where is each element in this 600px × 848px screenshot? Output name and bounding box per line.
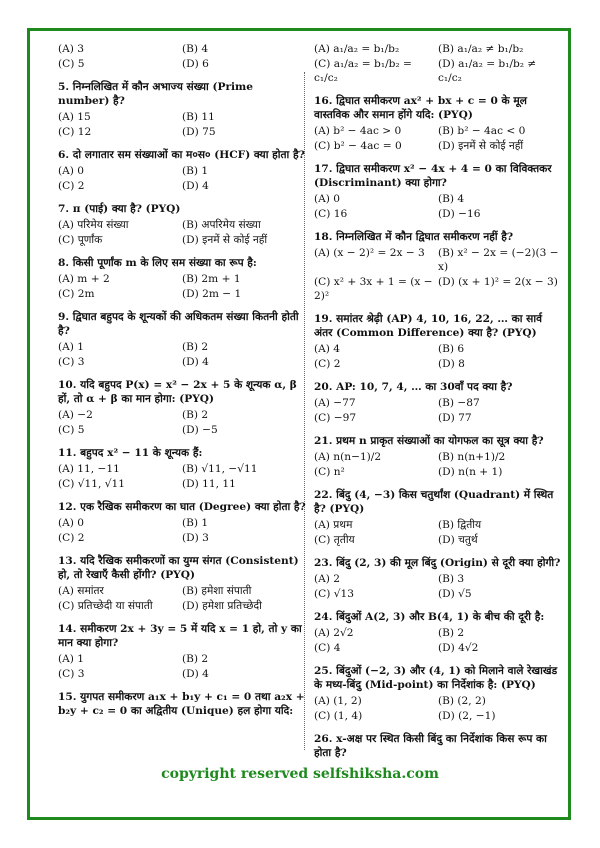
question-text: 7. π (पाई) क्या है? (PYQ) [58, 203, 181, 215]
options-grid [314, 572, 564, 601]
question-text: 14. समीकरण 2x + 3y = 5 में यदि x = 1 हो, तो y का मान क्या होगा? [58, 623, 302, 649]
option: (A) 0 [58, 165, 85, 177]
options-grid [314, 342, 564, 371]
option: (A) 2 [314, 573, 341, 585]
option: (A) n(n−1)/2 [314, 451, 382, 463]
option: (B) (2, 2) [438, 695, 486, 707]
question-block [314, 42, 564, 85]
option: (D) 4 [182, 180, 209, 192]
options-grid [58, 652, 308, 681]
option: (D) 11, 11 [182, 478, 236, 490]
option: (A) 0 [58, 517, 85, 529]
option: (C) 2 [58, 532, 85, 544]
question-text: 25. बिंदुओं (−2, 3) और (4, 1) को मिलाने वाले रेखाखंड के मध्य-बिंदु (Mid-point) का निर्देशांक है: (PYQ) [314, 665, 558, 691]
option: (A) परिमेय संख्या [58, 219, 129, 231]
options-grid [314, 694, 564, 723]
question-text: 18. निम्नलिखित में कौन द्विघात समीकरण नहीं है? [314, 231, 514, 243]
option: (C) 3 [58, 356, 85, 368]
options-grid [58, 272, 308, 301]
option: (D) √5 [438, 588, 472, 600]
option: (C) 3 [58, 668, 85, 680]
option: (A) −77 [314, 397, 356, 409]
option: (D) a₁/a₂ = b₁/b₂ ≠ c₁/c₂ [438, 58, 537, 84]
question-block [58, 622, 308, 681]
question-block [58, 690, 308, 718]
option: (D) 6 [182, 58, 209, 70]
option: (C) 4 [314, 642, 341, 654]
option: (A) समांतर [58, 585, 104, 597]
option: (A) (x − 2)² = 2x − 3 [314, 247, 425, 259]
option: (B) 2m + 1 [182, 273, 241, 285]
options-grid [58, 340, 308, 369]
option: (D) 2m − 1 [182, 288, 242, 300]
option: (B) n(n+1)/2 [438, 451, 506, 463]
option: (C) √11, √11 [58, 478, 125, 490]
option: (D) चतुर्थ [438, 534, 478, 546]
question-text: 11. बहुपद x² − 11 के शून्यक हैं: [58, 447, 203, 459]
question-block [314, 434, 564, 479]
option: (A) 11, −11 [58, 463, 120, 475]
question-text: 8. किसी पूर्णांक m के लिए सम संख्या का रूप है: [58, 257, 257, 269]
option: (B) x² − 2x = (−2)(3 − x) [438, 247, 559, 273]
option: (B) 11 [182, 111, 215, 123]
option: (C) (1, 4) [314, 710, 363, 722]
question-block [314, 488, 564, 547]
option: (C) 2m [58, 288, 95, 300]
option: (B) −87 [438, 397, 480, 409]
option: (B) b² − 4ac < 0 [438, 125, 526, 137]
option: (C) −97 [314, 412, 357, 424]
option: (C) 12 [58, 126, 92, 138]
option: (C) 5 [58, 58, 85, 70]
option: (B) 2 [182, 653, 209, 665]
question-text: 23. बिंदु (2, 3) की मूल बिंदु (Origin) से दूरी क्या होगी? [314, 557, 561, 569]
option: (B) 2 [438, 627, 465, 639]
question-block [58, 378, 308, 437]
option: (D) 8 [438, 358, 465, 370]
question-text: 10. यदि बहुपद P(x) = x² − 2x + 5 के शून्यक α, β हों, तो α + β का मान होगा: (PYQ) [58, 379, 297, 405]
option: (A) (1, 2) [314, 695, 362, 707]
option: (B) √11, −√11 [182, 463, 258, 475]
option: (C) b² − 4ac = 0 [314, 140, 402, 152]
question-block [58, 500, 308, 545]
option: (D) 77 [438, 412, 472, 424]
question-text: 16. द्विघात समीकरण ax² + bx + c = 0 के मूल वास्तविक और समान होंगे यदि: (PYQ) [314, 95, 527, 121]
options-grid [58, 462, 308, 491]
question-text: 12. एक रैखिक समीकरण का घात (Degree) क्या होता है? [58, 501, 306, 513]
question-text: 21. प्रथम n प्राकृत संख्याओं का योगफल का सूत्र क्या है? [314, 435, 544, 447]
option: (A) m + 2 [58, 273, 110, 285]
options-grid [314, 192, 564, 221]
question-text: 24. बिंदुओं A(2, 3) और B(4, 1) के बीच की दूरी है: [314, 611, 545, 623]
option: (C) √13 [314, 588, 354, 600]
question-text: 6. दो लगातार सम संख्याओं का म०स० (HCF) क्या होता है? [58, 149, 305, 161]
options-grid [58, 218, 308, 247]
option: (A) 0 [314, 193, 341, 205]
options-grid [314, 42, 564, 85]
option: (D) 4√2 [438, 642, 479, 654]
question-block [58, 310, 308, 369]
option: (B) 3 [438, 573, 465, 585]
option: (C) पूर्णांक [58, 234, 103, 246]
option: (B) 6 [438, 343, 465, 355]
option: (D) 3 [182, 532, 209, 544]
question-block [58, 148, 308, 193]
option: (B) अपरिमेय संख्या [182, 219, 261, 231]
options-grid [314, 518, 564, 547]
option: (B) हमेशा संपाती [182, 585, 252, 597]
options-grid [58, 516, 308, 545]
option: (A) प्रथम [314, 519, 353, 531]
question-block [58, 256, 308, 301]
option: (D) इनमें से कोई नहीं [438, 140, 524, 152]
option: (D) इनमें से कोई नहीं [182, 234, 268, 246]
option: (B) 4 [438, 193, 465, 205]
question-block [314, 162, 564, 221]
option: (C) प्रतिच्छेदी या संपाती [58, 600, 153, 612]
options-grid [314, 124, 564, 153]
option: (D) (x + 1)² = 2(x − 3) [438, 276, 558, 288]
option: (D) हमेशा प्रतिच्छेदी [182, 600, 262, 612]
option: (D) 4 [182, 356, 209, 368]
option: (A) a₁/a₂ = b₁/b₂ [314, 43, 400, 55]
option: (A) b² − 4ac > 0 [314, 125, 402, 137]
question-block [314, 610, 564, 655]
option: (A) −2 [58, 409, 93, 421]
question-block [58, 80, 308, 139]
option: (B) 2 [182, 341, 209, 353]
question-block [58, 446, 308, 491]
question-text: 5. निम्नलिखित में कौन अभाज्य संख्या (Prime number) है? [58, 81, 253, 107]
option: (D) −5 [182, 424, 218, 436]
question-block [314, 664, 564, 723]
option: (C) 16 [314, 208, 348, 220]
option: (C) 2 [58, 180, 85, 192]
question-text: 17. द्विघात समीकरण x² − 4x + 4 = 0 का विविक्तकर (Discriminant) क्या होगा? [314, 163, 552, 189]
option: (B) द्वितीय [438, 519, 482, 531]
question-block [314, 312, 564, 371]
option: (B) 1 [182, 517, 209, 529]
question-text: 26. x-अक्ष पर स्थित किसी बिंदु का निर्देशांक किस रूप का होता है? [314, 733, 547, 759]
option: (C) तृतीय [314, 534, 355, 546]
option: (D) 4 [182, 668, 209, 680]
option: (B) 1 [182, 165, 209, 177]
option: (C) a₁/a₂ = b₁/b₂ = c₁/c₂ [314, 58, 412, 84]
option: (C) 5 [58, 424, 85, 436]
question-text: 15. युगपत समीकरण a₁x + b₁y + c₁ = 0 तथा a₂x + b₂y + c₂ = 0 का अद्वितीय (Unique) हल होगा यदि: [58, 691, 305, 717]
option: (D) n(n + 1) [438, 466, 503, 478]
option: (A) 15 [58, 111, 91, 123]
option: (A) 1 [58, 653, 85, 665]
question-block [314, 94, 564, 153]
question-block [58, 554, 308, 613]
option: (D) 75 [182, 126, 216, 138]
option: (B) 4 [182, 43, 209, 55]
question-block [58, 202, 308, 247]
options-grid [58, 164, 308, 193]
option: (A) 1 [58, 341, 85, 353]
option: (A) 4 [314, 343, 341, 355]
option: (D) (2, −1) [438, 710, 496, 722]
option: (A) 3 [58, 43, 85, 55]
question-text: 13. यदि रैखिक समीकरणों का युग्म संगत (Consistent) हो, तो रेखाएँ कैसी होंगी? (PYQ) [58, 555, 299, 581]
question-block [314, 556, 564, 601]
options-grid [314, 396, 564, 425]
question-text: 20. AP: 10, 7, 4, … का 30वाँ पद क्या है? [314, 381, 513, 393]
option: (D) −16 [438, 208, 481, 220]
left-column [58, 42, 308, 727]
options-grid [58, 42, 308, 71]
options-grid [58, 584, 308, 613]
option: (B) a₁/a₂ ≠ b₁/b₂ [438, 43, 524, 55]
option: (C) n² [314, 466, 345, 478]
question-block [58, 42, 308, 71]
question-text: 9. द्विघात बहुपद के शून्यकों की अधिकतम संख्या कितनी होती है? [58, 311, 299, 337]
options-grid [314, 626, 564, 655]
question-block [314, 732, 564, 760]
question-text: 19. समांतर श्रेढ़ी (AP) 4, 10, 16, 22, … का सार्व अंतर (Common Difference) क्या है? (PYQ) [314, 313, 542, 339]
question-block [314, 230, 564, 303]
option: (B) 2 [182, 409, 209, 421]
options-grid [58, 110, 308, 139]
question-block [314, 380, 564, 425]
option: (C) x² + 3x + 1 = (x − 2)² [314, 276, 433, 302]
copyright-footer: copyright reserved selfshiksha.com [161, 766, 439, 782]
option: (C) 2 [314, 358, 341, 370]
right-column [314, 42, 564, 769]
options-grid [314, 246, 564, 303]
options-grid [314, 450, 564, 479]
option: (A) 2√2 [314, 627, 354, 639]
question-text: 22. बिंदु (4, −3) किस चतुर्थांश (Quadrant) में स्थित है? (PYQ) [314, 489, 554, 515]
options-grid [58, 408, 308, 437]
